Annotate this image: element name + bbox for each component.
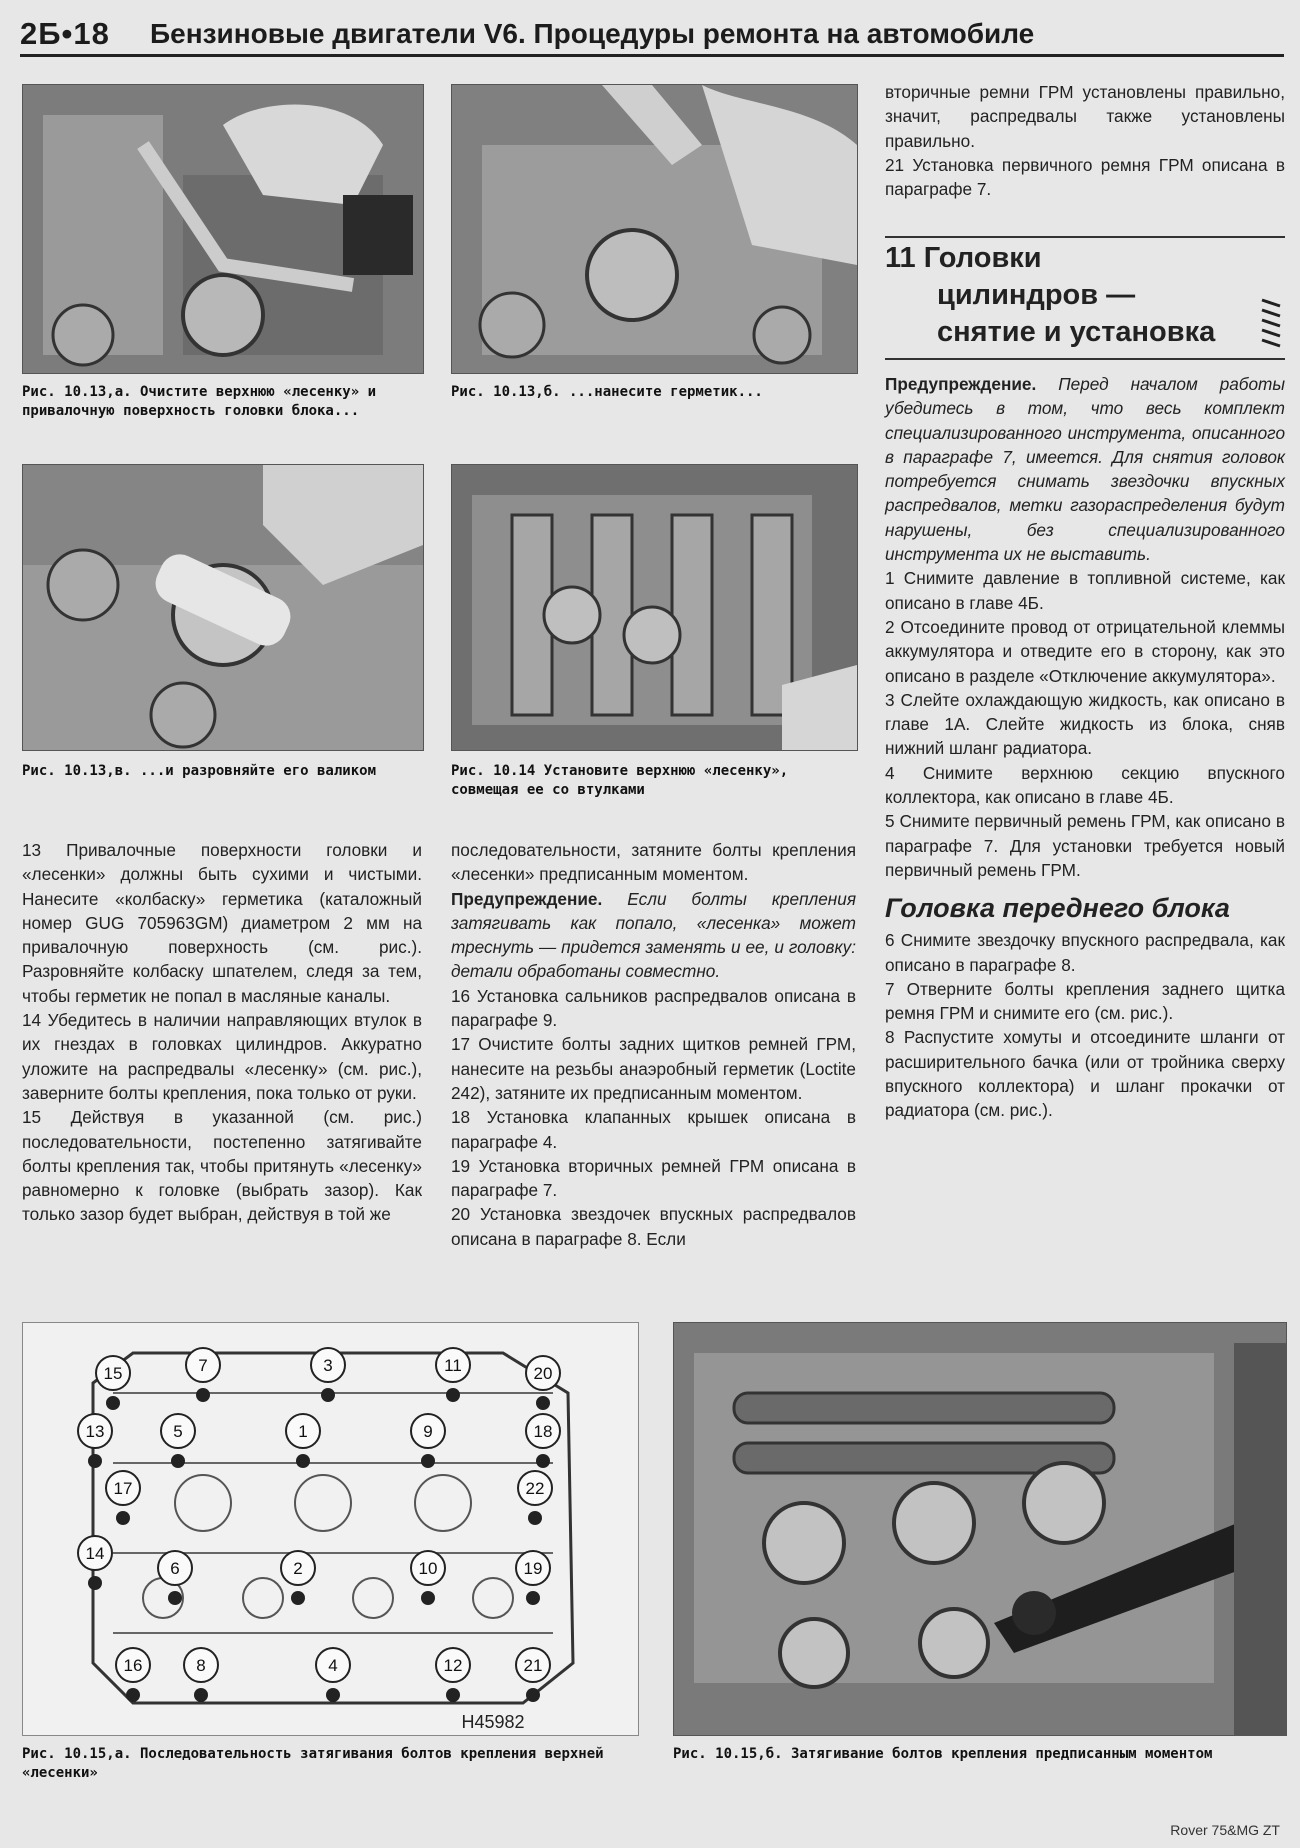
paragraph-21: 21 Установка первичного ремня ГРМ описана в параграфе 7. (885, 154, 1285, 200)
svg-text:7: 7 (198, 1356, 208, 1375)
bolt-number-20 (526, 1356, 560, 1410)
bolt-number-12 (436, 1648, 470, 1702)
text-column-2 (451, 838, 856, 1251)
photo-10-15b (673, 1322, 1287, 1736)
svg-text:10: 10 (418, 1559, 438, 1578)
paragraph-2: 2 Отсоедините провод от отрицательной клеммы аккумулятора и отведите его в сторону, как это описано в разделе «Отключение аккумулятора». (885, 616, 1285, 686)
bolt-number-18 (526, 1414, 560, 1468)
bolt-sequence-diagram (23, 1323, 638, 1735)
bolt-number-6 (158, 1551, 192, 1605)
svg-text:1: 1 (298, 1422, 308, 1441)
paragraph-18: 18 Установка клапанных крышек описана в параграфе 4. (451, 1107, 856, 1152)
svg-text:8: 8 (196, 1656, 206, 1675)
paragraph-13: 13 Привалочные поверхности головки и «лесенки» должны быть сухими и чистыми. Нанесите «колбаску» герметика (каталожный номер GUG 705963GM) диаметром 2 мм на привалочную поверхность (см. рис.). Разровняйте колбаску шпателем, следя за тем, чтобы герметик не попал в масляные каналы. (22, 840, 422, 1006)
bolt-number-5 (161, 1414, 195, 1468)
caption-fig-10-13v: Рис. 10.13,в. ...и разровняйте его валиком (22, 763, 377, 779)
caption-fig-10-14: Рис. 10.14 Установите верхнюю «лесенку», совмещая ее со втулками (451, 763, 789, 798)
page-footer: Rover 75&MG ZT (1170, 1822, 1280, 1838)
svg-text:12: 12 (443, 1656, 463, 1675)
diagram-id: H45982 (461, 1712, 525, 1732)
text-column-3-top (885, 80, 1285, 201)
section-heading-11 (885, 240, 1285, 351)
bolt-number-8 (184, 1648, 218, 1702)
svg-text:14: 14 (85, 1544, 105, 1563)
paragraph-3: 3 Слейте охлаждающую жидкость, как описано в главе 1А. Слейте жидкость из блока, сняв нижний шланг радиатора. (885, 689, 1285, 759)
paragraph-8: 8 Распустите хомуты и отсоедините шланги от расширительного бачка (или от тройника сверху впускного коллектора) и шланг прокачки от радиатора (см. рис.). (885, 1027, 1285, 1121)
paragraph-15: 15 Действуя в указанной (см. рис.) последовательности, постепенно затягивайте болты крепления так, чтобы притянуть «лесенку» равномерно к головке (выбрать зазор). Как только зазор будет выбран, действуя в той же (22, 1107, 422, 1225)
bolt-number-19 (516, 1551, 550, 1605)
paragraph-20-cont: вторичные ремни ГРМ установлены правильно, значит, распредвалы также установлены правильно. (885, 82, 1285, 151)
section-title-line-1: 11 Головки (885, 242, 1042, 274)
section-rule-bottom (885, 358, 1285, 360)
paragraph-20: 20 Установка звездочек впускных распредвалов описана в параграфе 8. Если (451, 1204, 856, 1249)
text-column-1 (22, 838, 422, 1227)
photo-10-13v (22, 464, 424, 751)
svg-text:11: 11 (444, 1356, 462, 1375)
svg-text:2: 2 (293, 1559, 303, 1578)
bolt-number-22 (518, 1471, 552, 1525)
bolt-label-layer (78, 1348, 560, 1702)
warning-label: Предупреждение. (451, 888, 603, 909)
paragraph-16: 16 Установка сальников распредвалов описана в параграфе 9. (451, 985, 856, 1031)
text-column-3 (885, 372, 1285, 1123)
caption-fig-10-13a: Рис. 10.13,а. Очистите верхнюю «лесенку» и привалочную поверхность головки блока... (22, 384, 377, 419)
photo-10-13b (451, 84, 858, 374)
bolt-number-16 (116, 1648, 150, 1702)
caption-fig-10-15a: Рис. 10.15,а. Последовательность затягивания болтов крепления верхней «лесенки» (22, 1746, 604, 1781)
bolt-number-10 (411, 1551, 445, 1605)
caption-fig-10-15b: Рис. 10.15,б. Затягивание болтов крепления предписанным моментом (673, 1746, 1213, 1762)
paragraph-17: 17 Очистите болты задних щитков ремней ГРМ, нанесите на резьбы анаэробный герметик (Loctite 242), затяните их предписанным моментом. (451, 1034, 856, 1103)
svg-text:19: 19 (523, 1559, 543, 1578)
paragraph-4: 4 Снимите верхнюю секцию впускного коллектора, как описано в главе 4Б. (885, 762, 1285, 808)
bolt-number-2 (281, 1551, 315, 1605)
diagram-10-15a (22, 1322, 639, 1736)
caption-fig-10-13b: Рис. 10.13,б. ...нанесите герметик... (451, 384, 763, 400)
photo-10-13a (22, 84, 424, 374)
page-number: 2Б•18 (20, 16, 110, 51)
svg-text:3: 3 (323, 1356, 333, 1375)
bolt-number-21 (516, 1648, 550, 1702)
paragraph-15-cont: последовательности, затяните болты крепления «лесенки» предписанным моментом. (451, 840, 856, 885)
warning-block (451, 887, 856, 984)
svg-text:9: 9 (423, 1422, 433, 1441)
svg-text:13: 13 (85, 1422, 105, 1441)
warning-block-2 (885, 372, 1285, 566)
svg-text:4: 4 (328, 1656, 338, 1675)
svg-text:5: 5 (173, 1422, 183, 1441)
paragraph-7: 7 Отверните болты крепления заднего щитка ремня ГРМ и снимите его (см. рис.). (885, 978, 1285, 1024)
svg-text:18: 18 (533, 1422, 553, 1441)
section-marker-icon (1258, 292, 1284, 352)
warning-text: Если болты крепления затягивать как попало, «лесенка» может треснуть — придется заменять и ее, и головку: детали обработаны совместно. (451, 888, 856, 982)
paragraph-1: 1 Снимите давление в топливной системе, как описано в главе 4Б. (885, 568, 1285, 613)
page-header (20, 14, 1284, 57)
section-title-line-2: цилиндров — (937, 279, 1136, 311)
svg-text:6: 6 (170, 1559, 180, 1578)
bolt-number-1 (286, 1414, 320, 1468)
paragraph-5: 5 Снимите первичный ремень ГРМ, как описано в параграфе 7. Для установки требуется новый первичный ремень ГРМ. (885, 811, 1285, 880)
page-title: Бензиновые двигатели V6. Процедуры ремонта на автомобиле (150, 18, 1035, 49)
photo-10-14 (451, 464, 858, 751)
warning-label-2: Предупреждение. (885, 374, 1037, 394)
paragraph-14: 14 Убедитесь в наличии направляющих втулок в их гнездах в головках цилиндров. Аккуратно уложите на распредвалы «лесенку» (см. рис.), заверните болты крепления, пока только от руки. (22, 1010, 422, 1103)
paragraph-19: 19 Установка вторичных ремней ГРМ описана в параграфе 7. (451, 1155, 856, 1201)
warning-text-2: Перед началом работы убедитесь в том, что весь комплект специализированного инструмента, описанного в параграфе 7, имеется. Для снятия головок потребуется снимать звездочки впускных распредвалов, метки газораспределения будут нарушены, без специализированного инструмента их не выставить. (885, 374, 1285, 565)
subsection-title: Головка переднего блока (885, 893, 1230, 924)
section-rule-top (885, 236, 1285, 238)
svg-text:16: 16 (123, 1656, 143, 1675)
svg-text:20: 20 (533, 1364, 553, 1383)
svg-text:15: 15 (103, 1364, 123, 1383)
bolt-number-9 (411, 1414, 445, 1468)
section-title-line-3: снятие и установка (937, 316, 1216, 348)
bolt-number-15 (96, 1356, 130, 1410)
svg-text:21: 21 (523, 1656, 543, 1675)
svg-text:17: 17 (113, 1479, 133, 1498)
svg-text:22: 22 (525, 1479, 545, 1498)
bolt-number-13 (78, 1414, 112, 1468)
paragraph-6: 6 Снимите звездочку впускного распредвала, как описано в параграфе 8. (885, 930, 1285, 975)
bolt-number-14 (78, 1536, 112, 1590)
bolt-number-4 (316, 1648, 350, 1702)
bolt-number-17 (106, 1471, 140, 1525)
